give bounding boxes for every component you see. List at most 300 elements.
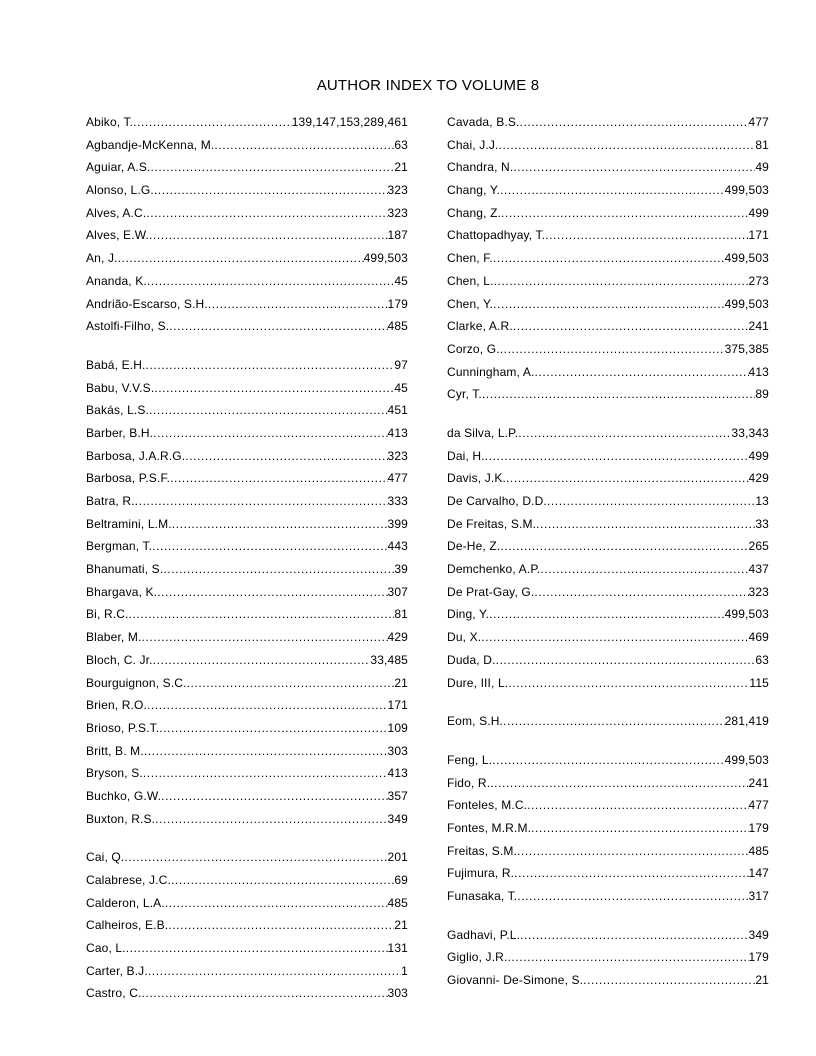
author-name: Barber, B.H. (86, 425, 154, 440)
page-numbers: 437 (748, 562, 769, 577)
dot-leader (503, 714, 725, 728)
index-entry (86, 517, 408, 540)
index-entry (447, 387, 769, 410)
dot-leader (142, 986, 388, 1000)
author-name: Alves, A.C. (86, 205, 147, 220)
letter-group-gap (447, 737, 769, 753)
page-numbers: 241 (748, 775, 769, 790)
author-name: De Carvalho, D.D. (447, 494, 547, 508)
page-numbers: 187 (387, 228, 408, 243)
author-name: Giovanni- De-Simone, S. (447, 973, 584, 988)
author-name: Cai, Q. (86, 850, 125, 865)
page-numbers: 499,503 (724, 296, 769, 311)
page-numbers: 399 (387, 516, 408, 531)
page-numbers: 375,385 (724, 341, 769, 356)
author-name: Barbosa, J.A.R.G. (86, 448, 186, 463)
page-numbers: 171 (387, 698, 408, 713)
dot-leader (154, 381, 394, 395)
author-name: Britt, B. M. (86, 743, 144, 758)
dot-leader (535, 365, 749, 379)
page-numbers: 413 (387, 425, 408, 440)
page-numbers: 21 (394, 675, 408, 690)
index-entry (447, 607, 769, 630)
dot-leader (500, 183, 725, 197)
page-numbers: 323 (387, 205, 408, 220)
index-entry (447, 183, 769, 206)
author-name: Alonso, L.G. (86, 183, 154, 198)
page-numbers: 477 (748, 115, 769, 129)
dot-leader (152, 539, 387, 553)
dot-leader (527, 798, 748, 812)
page-numbers: 273 (748, 273, 769, 288)
author-name: Cao, L. (86, 941, 126, 956)
index-entry (86, 426, 408, 449)
author-name: Abiko, T. (86, 115, 134, 129)
page-numbers: 21 (755, 973, 769, 988)
page-numbers: 179 (748, 820, 769, 835)
author-name: Cyr, T. (447, 387, 482, 402)
author-name: Bergman, T. (86, 539, 153, 554)
dot-leader (143, 766, 388, 780)
dot-leader (520, 115, 749, 129)
index-entry (86, 251, 408, 274)
dot-leader (118, 251, 364, 265)
page-numbers: 413 (387, 766, 408, 781)
index-entry (447, 776, 769, 799)
dot-leader (514, 866, 748, 880)
page-numbers: 303 (387, 743, 408, 758)
dot-leader (146, 206, 387, 220)
dot-leader (148, 964, 401, 978)
author-name: Chai, J.J. (447, 137, 499, 152)
page-numbers: 333 (387, 494, 408, 508)
page-numbers: 69 (394, 873, 408, 887)
index-entry (447, 471, 769, 494)
dot-leader (499, 138, 756, 152)
dot-leader (147, 274, 394, 288)
author-name: Clarke, A.R. (447, 319, 513, 334)
index-entry (447, 798, 769, 821)
author-name: Bakás, L.S. (86, 403, 150, 418)
dot-leader (517, 889, 748, 903)
index-entry (86, 319, 408, 342)
page-numbers: 21 (394, 160, 408, 175)
index-entry (86, 986, 408, 1009)
index-entry (86, 115, 408, 138)
right-column (447, 115, 769, 996)
page-numbers: 109 (387, 720, 408, 735)
index-entry (447, 251, 769, 274)
page-numbers: 45 (394, 380, 408, 395)
author-name: Bloch, C. Jr. (86, 652, 153, 667)
dot-leader (163, 562, 394, 576)
page-numbers: 451 (387, 403, 408, 418)
page-numbers: 477 (748, 798, 769, 813)
author-name: Calheiros, E.B. (86, 918, 169, 933)
author-name: Brioso, P.S.T. (86, 720, 160, 735)
dot-leader (126, 941, 388, 955)
index-entry (86, 449, 408, 472)
page-numbers: 349 (387, 811, 408, 826)
dot-leader (481, 630, 748, 644)
author-name: Fonteles, M.C. (447, 798, 528, 813)
index-entry (86, 494, 408, 517)
page-numbers: 485 (387, 319, 408, 334)
index-entry (86, 403, 408, 426)
author-name: Calderon, L.A. (86, 895, 165, 910)
page-numbers: 39 (394, 562, 408, 577)
dot-leader (129, 607, 395, 621)
page-numbers: 349 (748, 927, 769, 942)
page-numbers: 323 (748, 584, 769, 599)
index-entry (447, 714, 769, 737)
index-entry (447, 562, 769, 585)
dot-leader (545, 228, 748, 242)
index-entry (86, 850, 408, 873)
author-name: Bi, R.C. (86, 607, 129, 622)
dot-leader (146, 358, 395, 372)
author-name: Fontes, M.R.M. (447, 820, 532, 835)
page-numbers: 485 (387, 895, 408, 910)
dot-leader (187, 676, 395, 690)
dot-leader (482, 387, 756, 401)
index-entry (447, 821, 769, 844)
author-name: Dai, H. (447, 448, 485, 463)
dot-leader (133, 115, 292, 129)
dot-leader (142, 630, 388, 644)
dot-leader (501, 206, 748, 220)
dot-leader (536, 517, 755, 531)
author-name: Dure, III, L. (447, 675, 509, 690)
dot-leader (155, 812, 387, 826)
author-name: Davis, J.K. (447, 471, 506, 486)
author-name: Calabrese, J.C. (86, 873, 171, 887)
dot-leader (159, 721, 387, 735)
dot-leader (513, 319, 749, 333)
dot-leader (493, 251, 725, 265)
author-name: Buchko, G.W. (86, 788, 162, 803)
page-numbers: 179 (387, 296, 408, 311)
index-entry (86, 766, 408, 789)
index-entry (447, 676, 769, 699)
author-name: Carter, B.J. (86, 963, 148, 978)
index-entry (447, 973, 769, 996)
author-name: Fido, R. (447, 775, 491, 790)
dot-leader (168, 918, 394, 932)
index-entry (86, 918, 408, 941)
page-numbers: 147 (748, 866, 769, 881)
index-entry (447, 928, 769, 951)
page-numbers: 499,503 (363, 251, 408, 266)
page-numbers: 429 (748, 471, 769, 486)
index-entry (86, 206, 408, 229)
page-numbers: 63 (755, 652, 769, 667)
index-entry (447, 206, 769, 229)
index-entry (447, 319, 769, 342)
page-numbers: 499 (748, 205, 769, 220)
index-entry (86, 228, 408, 251)
page-numbers: 485 (748, 843, 769, 858)
index-entry (447, 653, 769, 676)
dot-leader (513, 160, 755, 174)
index-entry (86, 138, 408, 161)
page-numbers: 357 (387, 788, 408, 803)
dot-leader (144, 744, 388, 758)
page-numbers: 45 (394, 273, 408, 288)
author-name: Alves, E.W. (86, 228, 149, 243)
author-name: Buxton, R.S. (86, 811, 156, 826)
author-name: Castro, C. (86, 986, 142, 1001)
author-name: Cunningham, A. (447, 364, 535, 379)
page-numbers: 115 (749, 675, 769, 690)
index-entry (86, 698, 408, 721)
page-numbers: 81 (755, 137, 769, 152)
page-numbers: 429 (387, 630, 408, 645)
author-name: Feng, L. (447, 752, 493, 767)
author-name: Ding, Y. (447, 607, 490, 622)
author-name: Bryson, S. (86, 766, 143, 781)
author-name: Demchenko, A.P. (447, 562, 541, 577)
page-numbers: 477 (387, 471, 408, 486)
index-entry (447, 449, 769, 472)
index-entry (86, 562, 408, 585)
index-entry (447, 866, 769, 889)
index-entry (86, 896, 408, 919)
index-entry (86, 585, 408, 608)
index-entry (86, 676, 408, 699)
dot-leader (520, 928, 748, 942)
dot-leader (500, 539, 748, 553)
dot-leader (149, 403, 388, 417)
index-entry (447, 274, 769, 297)
author-name: Babu, V.V.S. (86, 380, 155, 395)
index-entry (86, 964, 408, 987)
page-numbers: 131 (387, 941, 408, 956)
index-entry (86, 274, 408, 297)
page-numbers: 499,503 (724, 752, 769, 767)
author-name: Chen, L. (447, 273, 494, 288)
author-name: An, J. (86, 251, 118, 266)
dot-leader (485, 449, 749, 463)
author-name: Chen, F. (447, 251, 493, 266)
page-numbers: 303 (387, 986, 408, 1001)
author-name: Funasaka, T. (447, 889, 518, 903)
dot-leader (490, 776, 748, 790)
index-entry (86, 381, 408, 404)
dot-leader (493, 297, 724, 311)
index-entry (86, 358, 408, 381)
author-name: Du, X. (447, 630, 482, 645)
index-entry (447, 630, 769, 653)
index-entry (447, 160, 769, 183)
dot-leader (153, 426, 387, 440)
dot-leader (506, 471, 749, 485)
page-numbers: 469 (748, 630, 769, 645)
author-name: De-He, Z. (447, 539, 501, 554)
author-name: Beltramini, L.M. (86, 516, 172, 531)
dot-leader (165, 896, 388, 910)
index-entry (86, 607, 408, 630)
index-entry (86, 941, 408, 964)
index-entry (86, 471, 408, 494)
page-numbers: 499 (748, 448, 769, 463)
letter-group-gap (447, 912, 769, 928)
author-name: De Freitas, S.M. (447, 516, 537, 531)
index-entry (447, 228, 769, 251)
author-name: Freitas, S.M. (447, 843, 517, 858)
author-name: Eom, S.H. (447, 714, 504, 729)
dot-leader (214, 138, 394, 152)
page-numbers: 179 (748, 950, 769, 965)
author-name: De Prat-Gay, G. (447, 584, 535, 599)
dot-leader (124, 850, 387, 864)
index-entry (447, 115, 769, 138)
index-entry (447, 426, 769, 449)
index-entry (447, 844, 769, 867)
author-name: Blaber, M. (86, 630, 142, 645)
dot-leader (161, 789, 387, 803)
page-numbers: 81 (394, 607, 408, 622)
page-numbers: 21 (394, 918, 408, 933)
left-column (86, 115, 408, 1009)
index-entry (86, 744, 408, 767)
index-entry (86, 789, 408, 812)
dot-leader (540, 562, 748, 576)
page-numbers: 33,343 (731, 425, 769, 440)
page-title: AUTHOR INDEX TO VOLUME 8 (316, 77, 540, 94)
index-entry (86, 160, 408, 183)
dot-leader (496, 653, 756, 667)
index-entry (86, 539, 408, 562)
page-numbers: 323 (387, 448, 408, 463)
index-entry (447, 889, 769, 912)
letter-group-gap (86, 834, 408, 850)
dot-leader (147, 698, 388, 712)
dot-leader (151, 160, 395, 174)
letter-group-gap (86, 342, 408, 358)
page-numbers: 499,503 (724, 251, 769, 266)
author-name: Ananda, K. (86, 273, 147, 288)
author-name: Barbosa, P.S.F. (86, 471, 171, 486)
index-entry (86, 721, 408, 744)
dot-leader (508, 676, 749, 690)
dot-leader (169, 319, 387, 333)
index-entry (447, 539, 769, 562)
author-name: Giglio, J.R. (447, 950, 508, 965)
author-name: Chang, Y. (447, 183, 500, 198)
page-numbers: 307 (387, 584, 408, 599)
letter-group-gap (447, 410, 769, 426)
dot-leader (583, 973, 755, 987)
page-numbers: 281,419 (724, 714, 769, 729)
index-entry (447, 297, 769, 320)
page-numbers: 499,503 (724, 183, 769, 198)
author-name: da Silva, L.P. (447, 425, 519, 440)
author-name: Chang, Z. (447, 205, 502, 220)
author-name: Cavada, B.S. (447, 115, 520, 129)
author-name: Gadhavi, P.L. (447, 927, 521, 942)
dot-leader (547, 494, 755, 508)
author-name: Chattopadhyay, T. (447, 228, 546, 243)
dot-leader (154, 183, 388, 197)
author-name: Bhargava, K. (86, 584, 158, 599)
page-numbers: 33,485 (370, 652, 408, 667)
dot-leader (185, 449, 387, 463)
author-name: Fujimura, R. (447, 866, 515, 881)
dot-leader (531, 821, 748, 835)
page-numbers: 89 (755, 387, 769, 402)
index-entry (447, 950, 769, 973)
author-name: Bourguignon, S.C. (86, 675, 187, 690)
author-name: Bhanumati, S. (86, 562, 164, 577)
author-name: Duda, D. (447, 652, 496, 667)
dot-leader (171, 873, 394, 887)
dot-leader (492, 753, 724, 767)
dot-leader (153, 653, 371, 667)
page-numbers: 241 (748, 319, 769, 334)
dot-leader (170, 471, 387, 485)
page-numbers: 13 (755, 494, 769, 508)
index-entry (86, 183, 408, 206)
author-name: Babá, E.H. (86, 357, 146, 372)
dot-leader (494, 274, 749, 288)
index-entry (447, 585, 769, 608)
page-numbers: 63 (394, 137, 408, 152)
page-numbers: 201 (387, 850, 408, 865)
dot-leader (489, 607, 724, 621)
page-numbers: 499,503 (724, 607, 769, 622)
index-entry (86, 653, 408, 676)
index-entry (447, 517, 769, 540)
dot-leader (518, 426, 731, 440)
index-entry (86, 297, 408, 320)
page-numbers: 33 (755, 516, 769, 531)
index-entry (86, 873, 408, 896)
index-entry (447, 342, 769, 365)
dot-leader (172, 517, 388, 531)
page-numbers: 443 (387, 539, 408, 554)
author-name: Chandra, N. (447, 160, 514, 175)
page-numbers: 323 (387, 183, 408, 198)
dot-leader (517, 844, 749, 858)
page-numbers: 1 (401, 963, 408, 978)
page-numbers: 171 (748, 228, 769, 243)
page-numbers: 413 (748, 364, 769, 379)
index-entry (86, 812, 408, 835)
dot-leader (500, 342, 725, 356)
dot-leader (507, 950, 748, 964)
author-name: Chen, Y. (447, 296, 494, 311)
page-numbers: 49 (755, 160, 769, 175)
page-numbers: 97 (394, 357, 408, 372)
author-name: Agbandje-McKenna, M. (86, 137, 215, 152)
letter-group-gap (447, 698, 769, 714)
dot-leader (135, 494, 388, 508)
author-name: Brien, R.O. (86, 698, 147, 713)
page-numbers: 317 (748, 889, 769, 903)
index-entry (447, 753, 769, 776)
author-name: Andrião-Escarso, S.H. (86, 296, 208, 311)
page-numbers: 265 (748, 539, 769, 554)
author-name: Batra, R. (86, 494, 135, 508)
dot-leader (149, 228, 388, 242)
author-name: Astolfi-Filho, S. (86, 319, 170, 334)
dot-leader (534, 585, 748, 599)
dot-leader (157, 585, 387, 599)
index-entry (447, 138, 769, 161)
dot-leader (208, 297, 388, 311)
author-name: Corzo, G. (447, 341, 500, 356)
